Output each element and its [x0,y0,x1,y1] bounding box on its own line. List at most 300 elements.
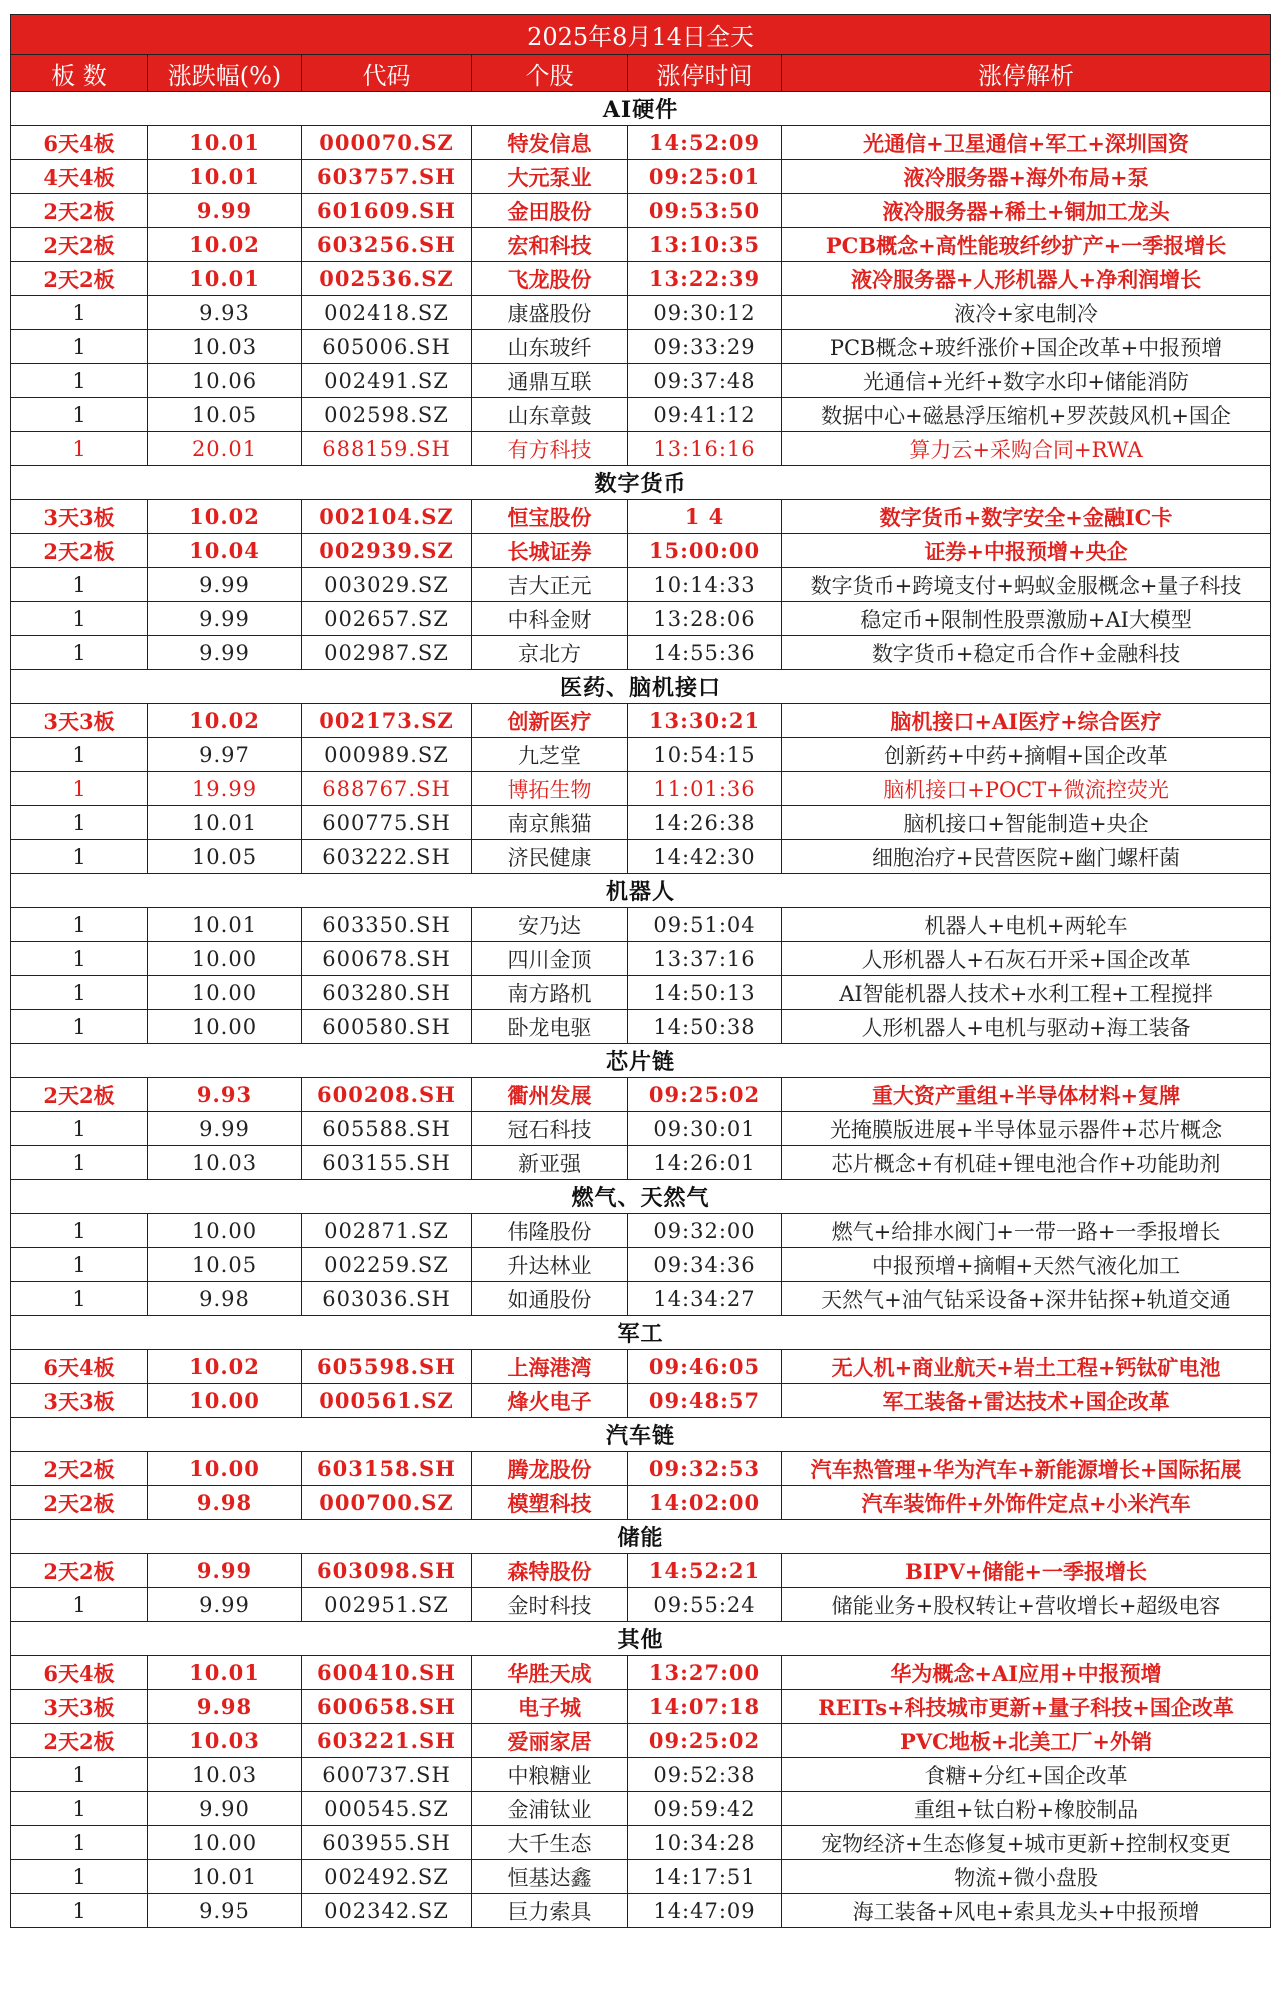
cell-stock: 四川金顶 [472,942,628,976]
cell-board: 1 [11,840,148,874]
cell-board: 2天2板 [11,534,148,568]
cell-board: 4天4板 [11,160,148,194]
cell-pct: 10.01 [148,1656,302,1690]
cell-stock: 腾龙股份 [472,1452,628,1486]
section-header-row [11,1418,1271,1452]
cell-analysis: 储能业务+股权转让+营收增长+超级电容 [782,1588,1271,1622]
cell-code: 002173.SZ [302,704,472,738]
table-row [11,1860,1271,1894]
cell-board: 1 [11,1248,148,1282]
table-row [11,704,1271,738]
section-header-row [11,1622,1271,1656]
table-row [11,1554,1271,1588]
table-body [11,92,1271,1928]
cell-time: 14:52:21 [628,1554,782,1588]
section-header-row [11,1520,1271,1554]
cell-time: 09:32:53 [628,1452,782,1486]
cell-board: 1 [11,432,148,466]
table-row [11,976,1271,1010]
cell-stock: 南京熊猫 [472,806,628,840]
cell-pct: 10.03 [148,1146,302,1180]
cell-time: 09:52:38 [628,1758,782,1792]
cell-pct: 10.00 [148,1384,302,1418]
cell-analysis: 海工装备+风电+索具龙头+中报预增 [782,1894,1271,1928]
cell-stock: 大千生态 [472,1826,628,1860]
cell-analysis: 汽车热管理+华为汽车+新能源增长+国际拓展 [782,1452,1271,1486]
cell-code: 603350.SH [302,908,472,942]
table-row [11,1486,1271,1520]
cell-analysis: 数字货币+数字安全+金融IC卡 [782,500,1271,534]
table-row [11,1350,1271,1384]
cell-analysis: 创新药+中药+摘帽+国企改革 [782,738,1271,772]
cell-code: 000700.SZ [302,1486,472,1520]
cell-pct: 9.99 [148,1112,302,1146]
table-row [11,432,1271,466]
header-code: 代码 [302,55,472,92]
table-row [11,500,1271,534]
cell-time: 13:27:00 [628,1656,782,1690]
cell-stock: 大元泵业 [472,160,628,194]
cell-pct: 9.93 [148,1078,302,1112]
cell-code: 601609.SH [302,194,472,228]
cell-analysis: 液冷+家电制冷 [782,296,1271,330]
cell-board: 1 [11,568,148,602]
cell-board: 1 [11,1860,148,1894]
cell-code: 002657.SZ [302,602,472,636]
table-row [11,806,1271,840]
cell-pct: 10.05 [148,840,302,874]
cell-code: 000545.SZ [302,1792,472,1826]
cell-analysis: 宠物经济+生态修复+城市更新+控制权变更 [782,1826,1271,1860]
cell-time: 09:25:02 [628,1078,782,1112]
cell-pct: 10.02 [148,228,302,262]
cell-stock: 山东章鼓 [472,398,628,432]
cell-board: 1 [11,636,148,670]
cell-analysis: 液冷服务器+人形机器人+净利润增长 [782,262,1271,296]
cell-stock: 康盛股份 [472,296,628,330]
cell-time: 10:54:15 [628,738,782,772]
cell-code: 002536.SZ [302,262,472,296]
cell-time: 09:30:01 [628,1112,782,1146]
cell-time: 14:02:00 [628,1486,782,1520]
cell-stock: 冠石科技 [472,1112,628,1146]
cell-time: 1 4 [628,500,782,534]
cell-time: 09:32:00 [628,1214,782,1248]
cell-time: 14:55:36 [628,636,782,670]
cell-stock: 金时科技 [472,1588,628,1622]
cell-analysis: 脑机接口+POCT+微流控荧光 [782,772,1271,806]
cell-board: 1 [11,772,148,806]
cell-analysis: 军工装备+雷达技术+国企改革 [782,1384,1271,1418]
cell-code: 600658.SH [302,1690,472,1724]
cell-stock: 有方科技 [472,432,628,466]
cell-time: 14:34:27 [628,1282,782,1316]
cell-pct: 10.02 [148,500,302,534]
cell-code: 000561.SZ [302,1384,472,1418]
table-row [11,568,1271,602]
cell-board: 1 [11,806,148,840]
cell-analysis: PCB概念+高性能玻纤纱扩产+一季报增长 [782,228,1271,262]
cell-analysis: 天然气+油气钻采设备+深井钻探+轨道交通 [782,1282,1271,1316]
cell-analysis: 无人机+商业航天+岩土工程+钙钛矿电池 [782,1350,1271,1384]
cell-code: 000989.SZ [302,738,472,772]
cell-analysis: 液冷服务器+海外布局+泵 [782,160,1271,194]
cell-time: 09:30:12 [628,296,782,330]
header-pct: 涨跌幅(%) [148,55,302,92]
cell-pct: 10.01 [148,160,302,194]
cell-analysis: 汽车装饰件+外饰件定点+小米汽车 [782,1486,1271,1520]
cell-stock: 新亚强 [472,1146,628,1180]
table-row [11,1724,1271,1758]
cell-pct: 9.98 [148,1282,302,1316]
cell-stock: 卧龙电驱 [472,1010,628,1044]
cell-pct: 9.99 [148,568,302,602]
cell-code: 002259.SZ [302,1248,472,1282]
cell-time: 09:51:04 [628,908,782,942]
limit-up-table-container [10,14,1270,1928]
section-title: 储能 [11,1520,1271,1554]
cell-code: 603757.SH [302,160,472,194]
cell-pct: 9.98 [148,1486,302,1520]
cell-pct: 10.06 [148,364,302,398]
cell-analysis: 细胞治疗+民营医院+幽门螺杆菌 [782,840,1271,874]
cell-board: 1 [11,908,148,942]
cell-stock: 飞龙股份 [472,262,628,296]
cell-pct: 10.02 [148,1350,302,1384]
cell-time: 11:01:36 [628,772,782,806]
cell-code: 603036.SH [302,1282,472,1316]
cell-stock: 通鼎互联 [472,364,628,398]
cell-pct: 9.93 [148,296,302,330]
section-title: AI硬件 [11,92,1271,126]
header-stock: 个股 [472,55,628,92]
cell-board: 2天2板 [11,1078,148,1112]
cell-board: 3天3板 [11,500,148,534]
table-row [11,1894,1271,1928]
cell-stock: 九芝堂 [472,738,628,772]
cell-pct: 10.01 [148,262,302,296]
cell-time: 13:30:21 [628,704,782,738]
table-row [11,126,1271,160]
cell-pct: 10.03 [148,330,302,364]
table-row [11,1214,1271,1248]
cell-pct: 10.03 [148,1758,302,1792]
cell-code: 605598.SH [302,1350,472,1384]
cell-time: 13:16:16 [628,432,782,466]
cell-code: 002491.SZ [302,364,472,398]
cell-board: 1 [11,1112,148,1146]
cell-pct: 10.01 [148,806,302,840]
cell-code: 002871.SZ [302,1214,472,1248]
cell-board: 2天2板 [11,194,148,228]
table-row [11,194,1271,228]
cell-pct: 10.05 [148,1248,302,1282]
cell-code: 002418.SZ [302,296,472,330]
cell-board: 1 [11,1010,148,1044]
cell-analysis: 重组+钛白粉+橡胶制品 [782,1792,1271,1826]
section-header-row [11,466,1271,500]
cell-pct: 9.99 [148,194,302,228]
cell-pct: 9.99 [148,602,302,636]
cell-board: 1 [11,1894,148,1928]
cell-pct: 10.00 [148,1826,302,1860]
table-row [11,1452,1271,1486]
cell-time: 14:17:51 [628,1860,782,1894]
cell-stock: 京北方 [472,636,628,670]
cell-pct: 10.00 [148,1010,302,1044]
cell-analysis: REITs+科技城市更新+量子科技+国企改革 [782,1690,1271,1724]
cell-analysis: 光掩膜版进展+半导体显示器件+芯片概念 [782,1112,1271,1146]
cell-time: 09:55:24 [628,1588,782,1622]
cell-time: 14:26:01 [628,1146,782,1180]
header-board: 板 数 [11,55,148,92]
cell-analysis: 燃气+给排水阀门+一带一路+一季报增长 [782,1214,1271,1248]
cell-analysis: PVC地板+北美工厂+外销 [782,1724,1271,1758]
table-row [11,1078,1271,1112]
table-row [11,160,1271,194]
cell-time: 09:41:12 [628,398,782,432]
cell-pct: 10.04 [148,534,302,568]
table-row [11,738,1271,772]
cell-pct: 9.99 [148,1554,302,1588]
cell-board: 1 [11,1146,148,1180]
cell-time: 09:34:36 [628,1248,782,1282]
table-row [11,1248,1271,1282]
cell-board: 2天2板 [11,1724,148,1758]
cell-code: 003029.SZ [302,568,472,602]
cell-board: 1 [11,1792,148,1826]
table-row [11,840,1271,874]
cell-code: 002492.SZ [302,1860,472,1894]
table-row [11,1384,1271,1418]
cell-code: 688767.SH [302,772,472,806]
cell-pct: 20.01 [148,432,302,466]
cell-analysis: 华为概念+AI应用+中报预增 [782,1656,1271,1690]
table-row [11,364,1271,398]
section-header-row [11,670,1271,704]
title-row [11,15,1271,55]
cell-code: 002951.SZ [302,1588,472,1622]
cell-stock: 恒宝股份 [472,500,628,534]
cell-board: 2天2板 [11,1554,148,1588]
cell-analysis: 机器人+电机+两轮车 [782,908,1271,942]
cell-pct: 9.99 [148,636,302,670]
table-row [11,1112,1271,1146]
section-title: 芯片链 [11,1044,1271,1078]
cell-stock: 安乃达 [472,908,628,942]
cell-pct: 10.01 [148,1860,302,1894]
section-header-row [11,1044,1271,1078]
cell-analysis: 人形机器人+电机与驱动+海工装备 [782,1010,1271,1044]
cell-analysis: 数据中心+磁悬浮压缩机+罗茨鼓风机+国企 [782,398,1271,432]
cell-board: 1 [11,738,148,772]
cell-board: 1 [11,602,148,636]
table-row [11,330,1271,364]
cell-board: 1 [11,1282,148,1316]
cell-pct: 9.95 [148,1894,302,1928]
table-row [11,262,1271,296]
cell-analysis: 脑机接口+智能制造+央企 [782,806,1271,840]
cell-pct: 10.01 [148,908,302,942]
cell-analysis: AI智能机器人技术+水利工程+工程搅拌 [782,976,1271,1010]
cell-analysis: 重大资产重组+半导体材料+复牌 [782,1078,1271,1112]
section-header-row [11,874,1271,908]
cell-stock: 长城证券 [472,534,628,568]
table-row [11,1656,1271,1690]
header-time: 涨停时间 [628,55,782,92]
cell-analysis: 算力云+采购合同+RWA [782,432,1271,466]
section-title: 数字货币 [11,466,1271,500]
cell-code: 600410.SH [302,1656,472,1690]
section-header-row [11,92,1271,126]
cell-stock: 中科金财 [472,602,628,636]
cell-analysis: 光通信+光纤+数字水印+储能消防 [782,364,1271,398]
cell-code: 002342.SZ [302,1894,472,1928]
cell-stock: 烽火电子 [472,1384,628,1418]
cell-time: 09:46:05 [628,1350,782,1384]
table-row [11,534,1271,568]
table-row [11,1758,1271,1792]
table-row [11,1146,1271,1180]
cell-code: 600775.SH [302,806,472,840]
section-title: 军工 [11,1316,1271,1350]
cell-time: 14:52:09 [628,126,782,160]
cell-pct: 10.00 [148,1214,302,1248]
section-title: 医药、脑机接口 [11,670,1271,704]
cell-code: 600580.SH [302,1010,472,1044]
cell-stock: 华胜天成 [472,1656,628,1690]
cell-stock: 金浦钛业 [472,1792,628,1826]
cell-time: 09:37:48 [628,364,782,398]
table-row [11,398,1271,432]
section-header-row [11,1180,1271,1214]
cell-analysis: 芯片概念+有机硅+锂电池合作+功能助剂 [782,1146,1271,1180]
cell-time: 09:25:01 [628,160,782,194]
cell-board: 1 [11,364,148,398]
cell-code: 600678.SH [302,942,472,976]
table-row [11,942,1271,976]
cell-stock: 特发信息 [472,126,628,160]
cell-board: 2天2板 [11,228,148,262]
section-header-row [11,1316,1271,1350]
table-row [11,228,1271,262]
table-row [11,1690,1271,1724]
cell-board: 1 [11,976,148,1010]
cell-board: 1 [11,398,148,432]
cell-pct: 9.90 [148,1792,302,1826]
cell-stock: 恒基达鑫 [472,1860,628,1894]
cell-analysis: 光通信+卫星通信+军工+深圳国资 [782,126,1271,160]
cell-time: 10:34:28 [628,1826,782,1860]
cell-analysis: 证券+中报预增+央企 [782,534,1271,568]
cell-stock: 爱丽家居 [472,1724,628,1758]
cell-stock: 宏和科技 [472,228,628,262]
cell-board: 1 [11,942,148,976]
cell-code: 603222.SH [302,840,472,874]
cell-code: 002104.SZ [302,500,472,534]
cell-time: 14:47:09 [628,1894,782,1928]
cell-board: 2天2板 [11,262,148,296]
cell-time: 09:59:42 [628,1792,782,1826]
cell-analysis: 人形机器人+石灰石开采+国企改革 [782,942,1271,976]
cell-code: 002987.SZ [302,636,472,670]
cell-pct: 10.05 [148,398,302,432]
cell-board: 1 [11,330,148,364]
cell-time: 14:07:18 [628,1690,782,1724]
cell-time: 09:48:57 [628,1384,782,1418]
cell-stock: 中粮糖业 [472,1758,628,1792]
table-row [11,1588,1271,1622]
cell-code: 605006.SH [302,330,472,364]
cell-time: 13:37:16 [628,942,782,976]
cell-pct: 19.99 [148,772,302,806]
cell-code: 600208.SH [302,1078,472,1112]
cell-pct: 10.03 [148,1724,302,1758]
cell-stock: 如通股份 [472,1282,628,1316]
table-row [11,1826,1271,1860]
table-row [11,1282,1271,1316]
cell-code: 603155.SH [302,1146,472,1180]
cell-stock: 山东玻纤 [472,330,628,364]
cell-stock: 创新医疗 [472,704,628,738]
cell-time: 14:26:38 [628,806,782,840]
cell-pct: 10.02 [148,704,302,738]
cell-stock: 上海港湾 [472,1350,628,1384]
cell-board: 1 [11,1758,148,1792]
section-title: 汽车链 [11,1418,1271,1452]
section-title: 燃气、天然气 [11,1180,1271,1214]
cell-analysis: 脑机接口+AI医疗+综合医疗 [782,704,1271,738]
cell-stock: 升达林业 [472,1248,628,1282]
cell-code: 603955.SH [302,1826,472,1860]
header-row [11,55,1271,92]
cell-board: 3天3板 [11,1384,148,1418]
cell-stock: 电子城 [472,1690,628,1724]
cell-time: 13:10:35 [628,228,782,262]
cell-pct: 10.00 [148,976,302,1010]
cell-stock: 济民健康 [472,840,628,874]
cell-stock: 南方路机 [472,976,628,1010]
cell-analysis: BIPV+储能+一季报增长 [782,1554,1271,1588]
cell-code: 603256.SH [302,228,472,262]
cell-board: 2天2板 [11,1452,148,1486]
table-row [11,636,1271,670]
cell-time: 14:50:38 [628,1010,782,1044]
cell-pct: 9.97 [148,738,302,772]
cell-analysis: 数字货币+稳定币合作+金融科技 [782,636,1271,670]
cell-pct: 10.00 [148,942,302,976]
cell-time: 15:00:00 [628,534,782,568]
cell-stock: 巨力索具 [472,1894,628,1928]
cell-board: 1 [11,1588,148,1622]
cell-analysis: 中报预增+摘帽+天然气液化加工 [782,1248,1271,1282]
cell-time: 09:33:29 [628,330,782,364]
section-title: 其他 [11,1622,1271,1656]
cell-code: 002939.SZ [302,534,472,568]
cell-stock: 博拓生物 [472,772,628,806]
cell-time: 09:53:50 [628,194,782,228]
cell-board: 1 [11,1214,148,1248]
table-row [11,602,1271,636]
table-row [11,1792,1271,1826]
cell-analysis: 稳定币+限制性股票激励+AI大模型 [782,602,1271,636]
table-row [11,908,1271,942]
cell-pct: 10.01 [148,126,302,160]
cell-code: 603158.SH [302,1452,472,1486]
cell-time: 13:22:39 [628,262,782,296]
cell-board: 6天4板 [11,1656,148,1690]
cell-code: 688159.SH [302,432,472,466]
